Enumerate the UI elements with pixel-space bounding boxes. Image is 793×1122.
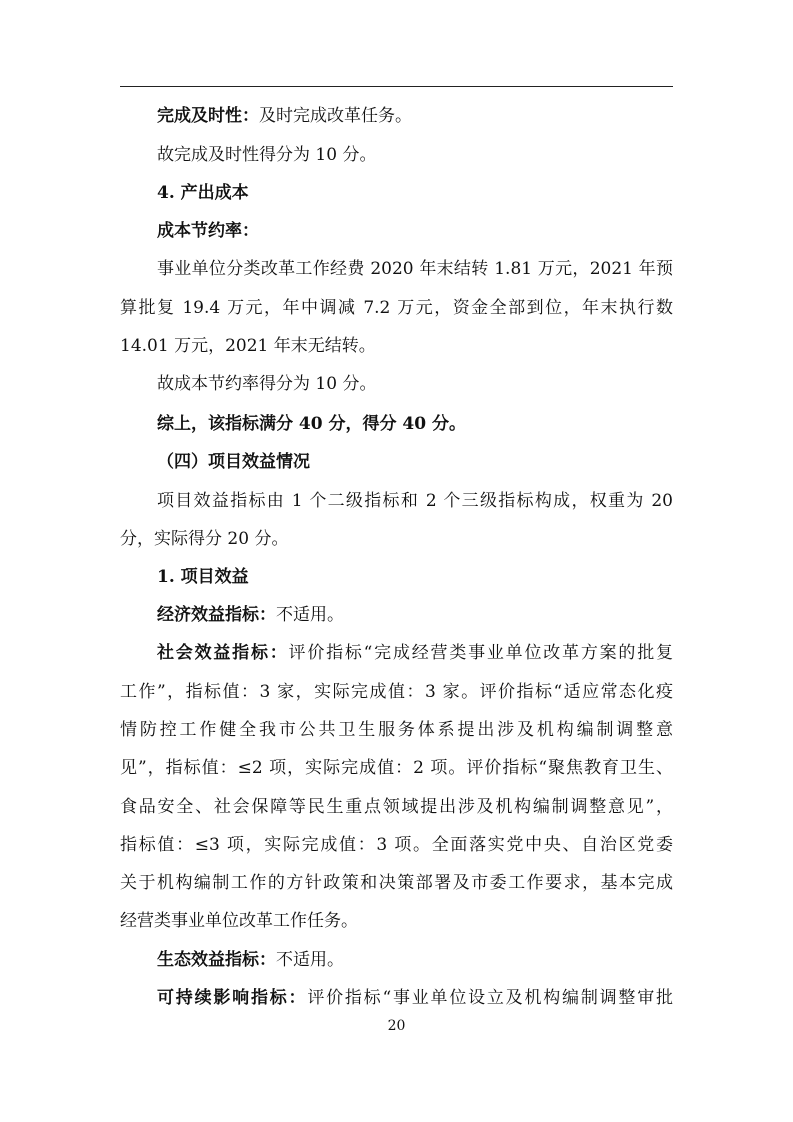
subsection-heading	[157, 221, 673, 241]
line-text: 情防控工作健全我市公共卫生服务体系提出涉及机构编制调整意	[120, 720, 673, 740]
paragraph-line	[157, 145, 673, 165]
summary-text: 综上，该指标满分 40 分，得分 40 分。	[157, 414, 466, 434]
line-text: 项目效益指标由 1 个二级指标和 2 个三级指标构成，权重为 20	[157, 491, 673, 511]
paragraph-line	[157, 491, 673, 511]
paragraph-line	[120, 797, 673, 817]
heading-text: 4. 产出成本	[157, 183, 249, 203]
paragraph-line	[157, 374, 673, 394]
bold-label: 完成及时性：	[157, 106, 259, 126]
paragraph-line	[120, 758, 673, 778]
line-text: 算批复 19.4 万元，年中调减 7.2 万元，资金全部到位，年末执行数	[120, 298, 673, 318]
line-text: 见”，指标值：≤2 项，实际完成值：2 项。评价指标“聚焦教育卫生、	[120, 758, 673, 778]
paragraph-line	[120, 336, 673, 356]
line-text: 事业单位分类改革工作经费 2020 年末结转 1.81 万元，2021 年预	[157, 259, 673, 279]
line-text: 工作”，指标值：3 家，实际完成值：3 家。评价指标“适应常态化疫	[120, 682, 673, 702]
line-text: 不适用。	[276, 605, 344, 625]
page-number: 20	[387, 1018, 406, 1034]
paragraph-line	[120, 720, 673, 740]
line-text: 指标值：≤3 项，实际完成值：3 项。全面落实党中央、自治区党委	[120, 835, 673, 855]
line-text: 及时完成改革任务。	[259, 106, 412, 126]
header-rule	[120, 86, 673, 87]
line-text: 经营类事业单位改革工作任务。	[120, 911, 358, 931]
heading-text: （四）项目效益情况	[157, 452, 310, 472]
line-text: 关于机构编制工作的方针政策和决策部署及市委工作要求，基本完成	[120, 873, 673, 893]
paragraph-line	[157, 950, 673, 970]
paragraph-line	[120, 682, 673, 702]
paragraph-line	[157, 643, 673, 663]
heading-text: 成本节约率：	[157, 221, 259, 241]
paragraph-line	[120, 835, 673, 855]
line-text: 评价指标“事业单位设立及机构编制调整审批	[307, 988, 673, 1008]
line-text: 食品安全、社会保障等民生重点领域提出涉及机构编制调整意见”，	[120, 797, 673, 817]
paragraph-line	[120, 298, 673, 318]
paragraph-line	[157, 106, 673, 126]
line-text: 14.01 万元，2021 年末无结转。	[120, 336, 376, 356]
paragraph-line	[157, 259, 673, 279]
paragraph-line	[157, 605, 673, 625]
line-text: 分，实际得分 20 分。	[120, 529, 289, 549]
paragraph-line	[157, 988, 673, 1008]
bold-label: 经济效益指标：	[157, 605, 276, 625]
paragraph-line	[120, 873, 673, 893]
line-text: 不适用。	[276, 950, 344, 970]
line-text: 评价指标“完成经营类事业单位改革方案的批复	[288, 643, 673, 663]
summary-line	[157, 414, 673, 434]
heading-text: 1. 项目效益	[157, 567, 249, 587]
section-heading	[157, 452, 673, 472]
paragraph-line	[120, 529, 673, 549]
line-text: 故成本节约率得分为 10 分。	[157, 374, 377, 394]
line-text: 故完成及时性得分为 10 分。	[157, 145, 377, 165]
bold-label: 社会效益指标：	[157, 643, 289, 663]
bold-label: 生态效益指标：	[157, 950, 276, 970]
bold-label: 可持续影响指标：	[157, 988, 308, 1008]
section-heading	[157, 567, 673, 587]
paragraph-line	[120, 911, 673, 931]
section-heading	[157, 183, 673, 203]
